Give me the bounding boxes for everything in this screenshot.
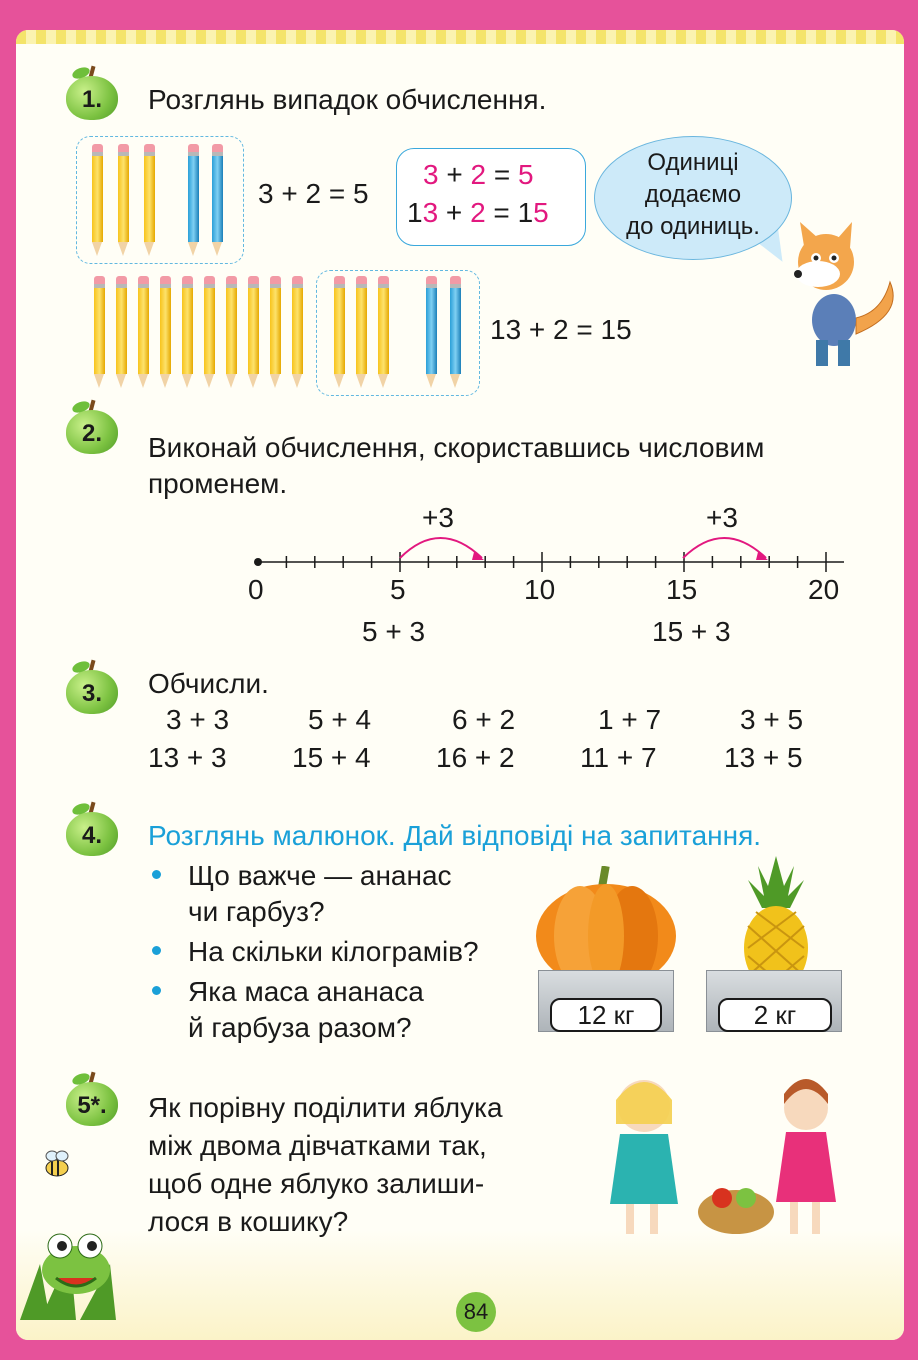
task-number: 3. [81, 680, 102, 707]
expression: 16 + 2 [436, 742, 515, 773]
task-text-line: Як порівну поділити яблука [148, 1092, 503, 1123]
tick-label: 15 [666, 574, 698, 605]
tick-label: 10 [524, 574, 556, 605]
yellow-pencil [182, 276, 193, 388]
digit: 3 [423, 159, 439, 190]
digit: 2 [470, 197, 486, 228]
weight-label: 12 кг [550, 998, 662, 1032]
fox-illustration [786, 222, 906, 372]
yellow-pencil [138, 276, 149, 388]
number-line-start [254, 558, 262, 566]
expression: 15 + 3 [652, 616, 731, 647]
yellow-pencil [248, 276, 259, 388]
task-number-apple-3 [66, 664, 118, 714]
yellow-pencil [94, 276, 105, 388]
task-text-line: лося в кошику? [148, 1206, 349, 1237]
expression: 1 + 7 [598, 704, 662, 735]
top-border [16, 30, 904, 44]
task-title: Розглянь малюнок. Дай відповіді на запитання. [148, 820, 762, 851]
bubble-line: до одиниць. [626, 213, 760, 240]
expression: 11 + 7 [580, 742, 657, 773]
tick-label: 20 [808, 574, 840, 605]
expression: 3 + 3 [166, 704, 230, 735]
speech-bubble [594, 136, 792, 260]
expression: 15 + 4 [292, 742, 371, 773]
expression: 13 + 3 [148, 742, 227, 773]
task-number: 4. [81, 822, 102, 849]
yellow-pencil [160, 276, 171, 388]
task-number-apple-5 [66, 1076, 118, 1126]
task-number-apple-2 [66, 404, 118, 454]
operator: + [438, 159, 471, 190]
yellow-pencil [292, 276, 303, 388]
task-title: Розглянь випадок обчислення. [148, 84, 547, 115]
digit: 1 [407, 197, 423, 228]
digit: 3 [422, 197, 439, 228]
yellow-pencil [356, 276, 367, 388]
task-number: 1. [81, 86, 102, 113]
bubble-line: додаємо [644, 181, 742, 208]
jump-label-1: +3 [422, 502, 454, 533]
yellow-pencil [378, 276, 389, 388]
task-text-line: між двома дівчатками так, [148, 1130, 487, 1161]
frog-illustration [20, 1224, 130, 1320]
task-number: 2. [81, 420, 102, 447]
number-line [250, 500, 850, 580]
equation-small: 3 + 2 = 5 [258, 178, 369, 209]
yellow-pencil [204, 276, 215, 388]
yellow-pencil [116, 276, 127, 388]
expression: 13 + 5 [724, 742, 803, 773]
question-line: чи гарбуз? [188, 896, 325, 927]
bee-icon [40, 1148, 74, 1182]
task-text-line: Виконай обчислення, скориставшись числовим [148, 432, 765, 463]
jump-label-2: +3 [706, 502, 738, 533]
task-title: Обчисли. [148, 668, 269, 699]
yellow-pencil [144, 144, 155, 256]
operator: = 1 [485, 197, 534, 228]
yellow-pencil [118, 144, 129, 256]
blue-pencil [212, 144, 223, 256]
tick-label: 5 [390, 574, 406, 605]
task-number-apple-1 [66, 70, 118, 120]
yellow-pencil [226, 276, 237, 388]
blue-pencil [450, 276, 461, 388]
girls-with-basket-illustration [604, 1064, 904, 1244]
page-number: 84 [456, 1292, 496, 1332]
yellow-pencil [334, 276, 345, 388]
tick-label: 0 [248, 574, 264, 605]
operator: = [486, 159, 518, 190]
blue-pencil [188, 144, 199, 256]
bullet [152, 946, 161, 955]
bullet [152, 870, 161, 879]
bubble-line: Одиниці [647, 149, 739, 176]
question-line: Що важче — ананас [188, 860, 452, 891]
digit: 2 [470, 159, 487, 190]
operator: + [438, 197, 471, 228]
question-line: й гарбуза разом? [188, 1012, 412, 1043]
jump-arrow-2 [683, 538, 766, 558]
task-number-apple-4 [66, 806, 118, 856]
expression: 6 + 2 [452, 704, 516, 735]
task-text-line: променем. [148, 468, 288, 499]
digit: 5 [518, 159, 534, 190]
task-number: 5*. [77, 1092, 107, 1119]
digit: 5 [533, 197, 549, 228]
expression: 5 + 4 [308, 704, 372, 735]
expression: 5 + 3 [362, 616, 426, 647]
equation-box [396, 148, 586, 246]
task-text-line: щоб одне яблуко залиши- [148, 1168, 485, 1199]
equation-large: 13 + 2 = 15 [490, 314, 632, 345]
question-line: На скільки кілограмів? [188, 936, 479, 967]
weight-label: 2 кг [718, 998, 832, 1032]
jump-arrow-1 [400, 538, 482, 558]
yellow-pencil [270, 276, 281, 388]
expression: 3 + 5 [740, 704, 804, 735]
question-line: Яка маса ананаса [188, 976, 424, 1007]
blue-pencil [426, 276, 437, 388]
yellow-pencil [92, 144, 103, 256]
bullet [152, 986, 161, 995]
